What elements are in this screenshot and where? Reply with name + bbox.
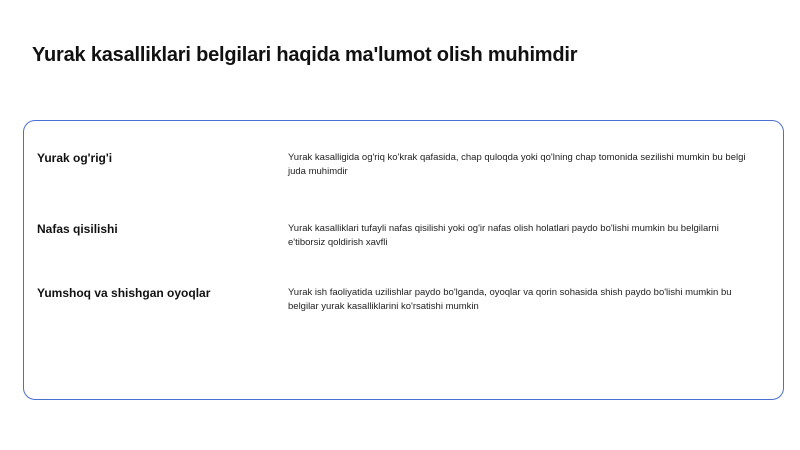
symptom-label: Nafas qisilishi	[37, 222, 118, 236]
symptom-label: Yurak og'rig'i	[37, 151, 113, 165]
symptom-label: Yumshoq va shishgan oyoqlar	[37, 286, 211, 300]
symptom-description: Yurak kasalliklari tufayli nafas qisilishi yoki og'ir nafas olish holatlari paydo bo'lishi mumkin bu belgilarni e'tiborsiz qoldirish xavfli	[288, 223, 719, 248]
slide-title: Yurak kasalliklari belgilari haqida ma'lumot olish muhimdir	[32, 44, 578, 66]
symptom-description: Yurak kasalligida og'riq ko'krak qafasida, chap quloqda yoki qo'lning chap tomonida sezilishi mumkin bu belgi juda muhimdir	[288, 152, 746, 177]
symptom-description: Yurak ish faoliyatida uzilishlar paydo bo'lganda, oyoqlar va qorin sohasida shish paydo bo'lishi mumkin bu belgilar yurak kasalliklarini ko'rsatishi mumkin	[288, 287, 732, 312]
symptoms-card	[23, 120, 784, 400]
